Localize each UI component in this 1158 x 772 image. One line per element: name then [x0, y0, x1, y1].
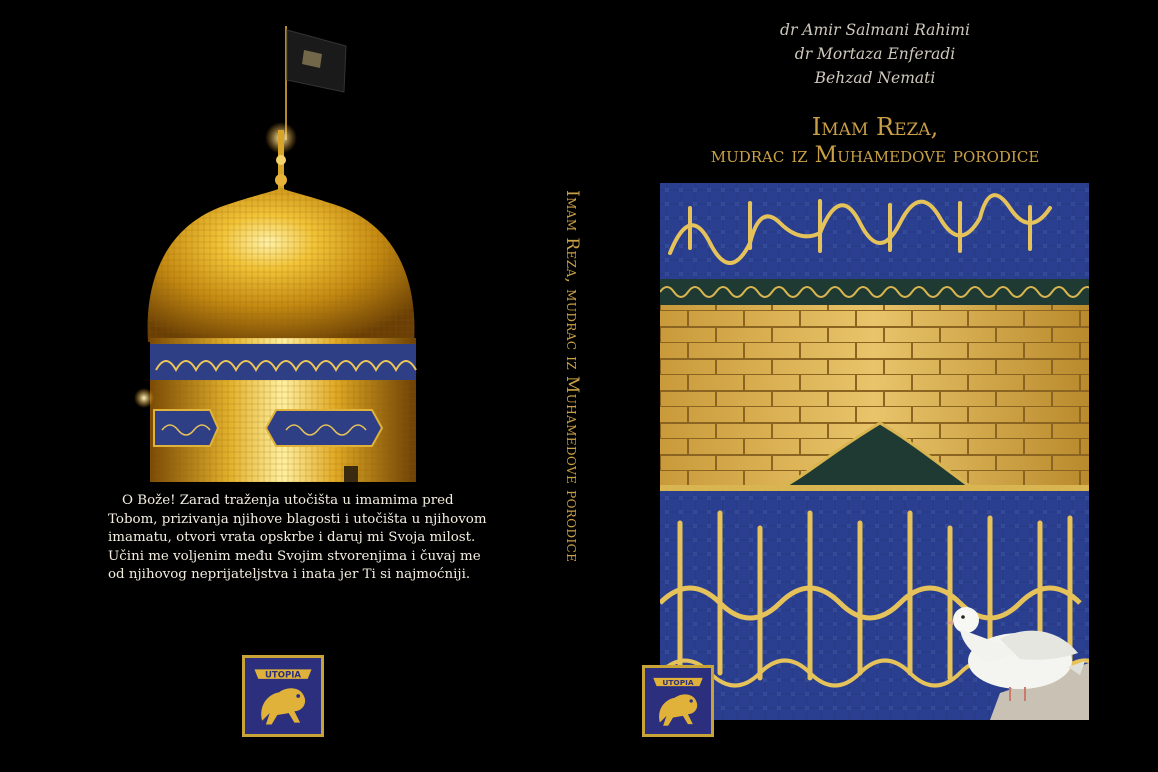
- utopia-lion-logo-icon: [645, 668, 711, 734]
- author-name: dr Mortaza Enferadi: [794, 45, 956, 63]
- back-cover-prayer: O Bože! Zarad traženja utočišta u imamima pred Tobom, prizivanja njihove blagosti i utočišta u njihovom imamatu, otvori vrata opskrbe i daruj mi Svoja milost. Učini me voljenim među Svojim stvorenjima i čuvaj me od njihovog neprijateljstva i inata jer Ti si najmoćniji.: [108, 493, 487, 583]
- utopia-lion-logo-icon: [245, 658, 321, 734]
- publisher-logo-text: UTOPIA: [662, 677, 694, 687]
- publisher-logo-text: UTOPIA: [264, 670, 302, 681]
- book-title-line2: mudrac iz Muhamedove porodice: [710, 143, 1040, 168]
- author-list: [740, 18, 1010, 90]
- spine-title: Imam Reza, mudrac iz Muhamedove porodice: [562, 190, 582, 563]
- tilework-dove-photo: [660, 183, 1089, 720]
- book-title: [640, 112, 1110, 170]
- author-name: dr Amir Salmani Rahimi: [780, 21, 970, 39]
- publisher-logo-front: [642, 665, 714, 737]
- publisher-logo-back: [242, 655, 324, 737]
- golden-dome-photo: [126, 20, 422, 482]
- book-title-line1: Imam Reza,: [811, 113, 939, 141]
- author-name: Behzad Nemati: [814, 69, 936, 87]
